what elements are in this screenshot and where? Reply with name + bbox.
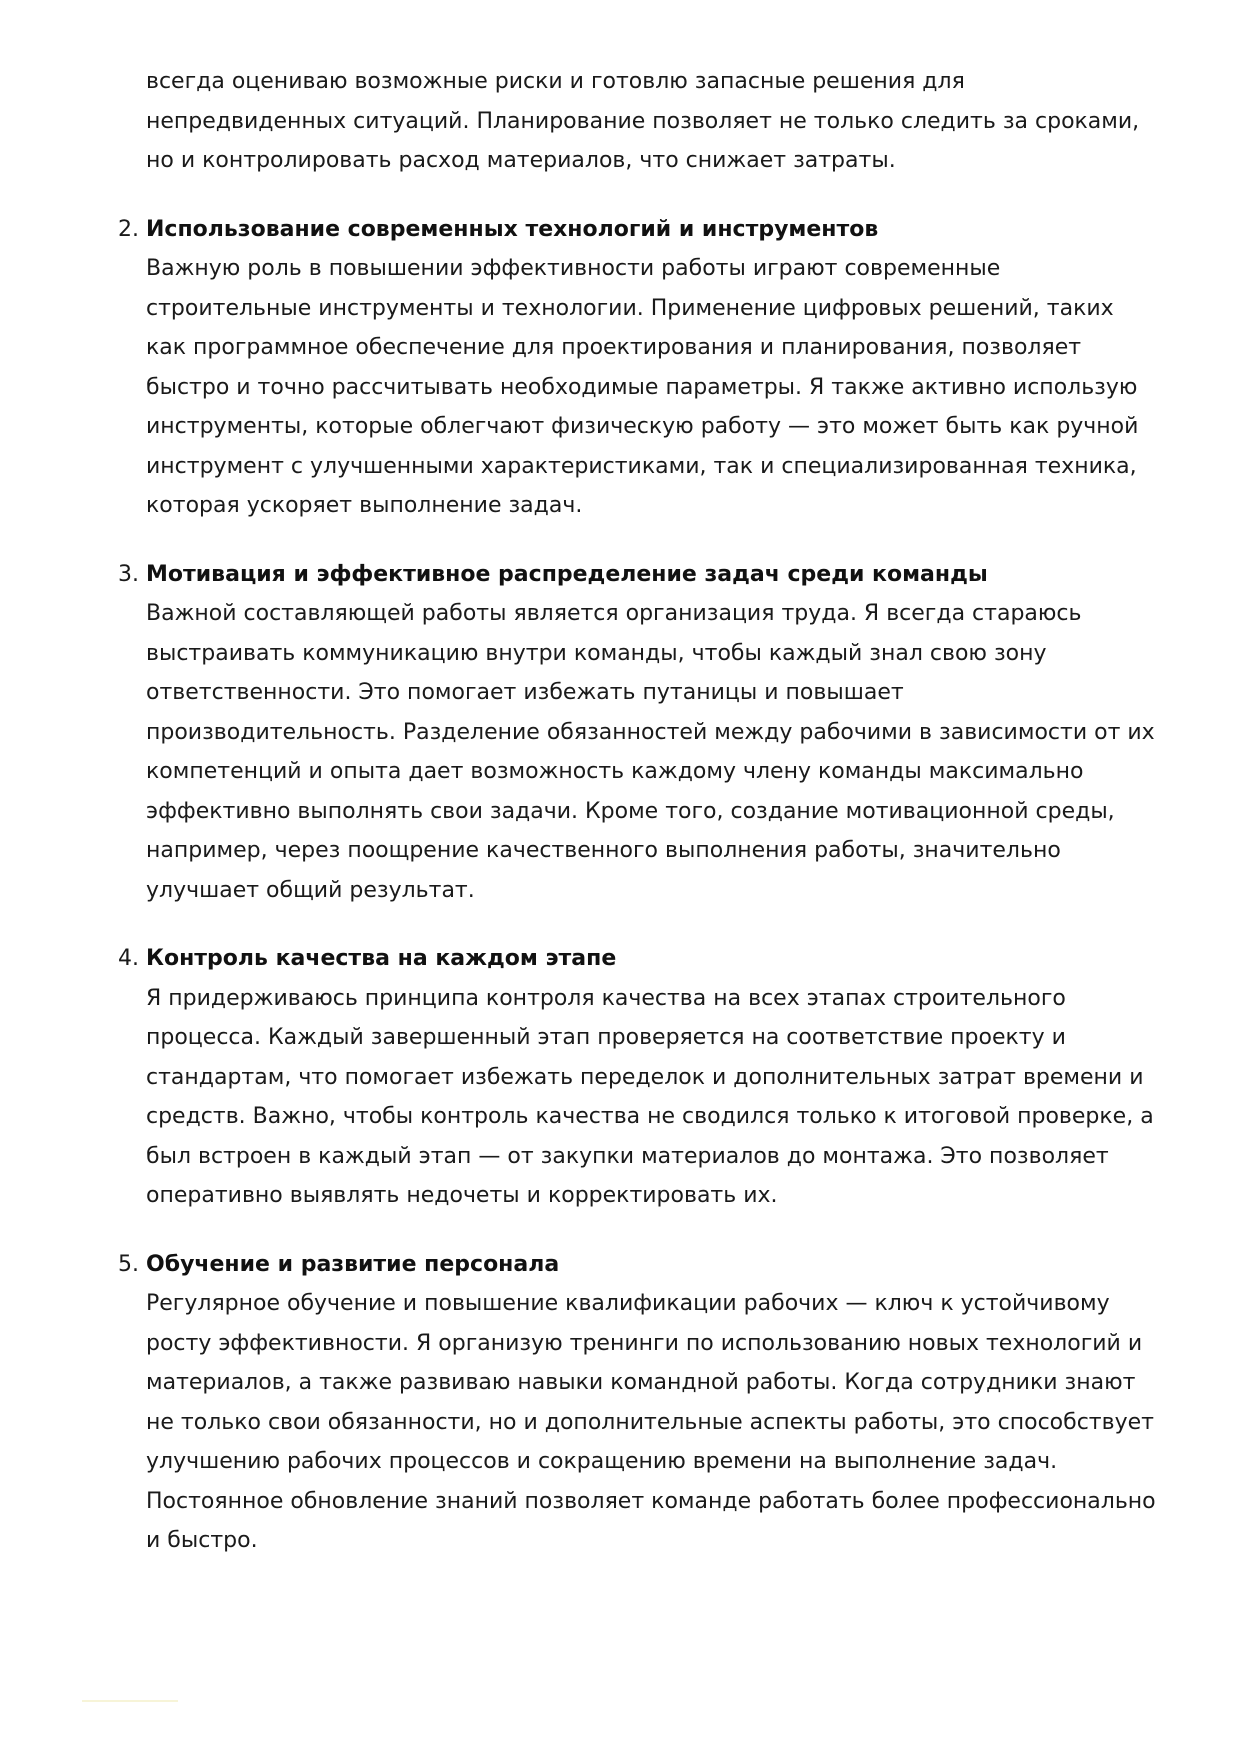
item-number: 2. (118, 216, 139, 242)
item-title: Использование современных технологий и инструментов (146, 216, 879, 242)
item-title: Контроль качества на каждом этапе (146, 946, 617, 971)
item-body: Я придерживаюсь принципа контроля качества на всех этапах строительного процесса. Каждый завершенный этап проверяется на соответствие проекту и стандартам, что помогает избежать переделок и дополнительных затрат времени и средств. Важно, чтобы контроль качества не сводился только к итоговой проверке, а был встроен в каждый этап — от закупки материалов до монтажа. Это позволяет оперативно выявлять недочеты и корректировать их. (146, 985, 1154, 1208)
item-number: 4. (118, 946, 139, 971)
numbered-list (0, 210, 1239, 1561)
list-item (118, 939, 1156, 1216)
item-title: Мотивация и эффективное распределение задач среди команды (146, 561, 988, 587)
intro-continuation-paragraph: всегда оцениваю возможные риски и готовлю запасные решения для непредвиденных ситуаций. Планирование позволяет не только следить за сроками, но и контролировать расход материалов, что снижает затраты. (146, 69, 1140, 173)
item-body: Регулярное обучение и повышение квалификации рабочих — ключ к устойчивому росту эффективности. Я организую тренинги по использованию новых технологий и материалов, а также развиваю навыки командной работы. Когда сотрудники знают не только свои обязанности, но и дополнительные аспекты работы, это способствует улучшению рабочих процессов и сокращению времени на выполнение задач. Постоянное обновление знаний позволяет команде работать более профессионально и быстро. (146, 1291, 1156, 1553)
list-item (118, 555, 1156, 911)
item-body: Важную роль в повышении эффективности работы играют современные строительные инструменты и технологии. Применение цифровых решений, таких как программное обеспечение для проектирования и планирования, позволяет быстро и точно рассчитывать необходимые параметры. Я также активно использую инструменты, которые облегчают физическую работу — это может быть как ручной инструмент с улучшенными характеристиками, так и специализированная техника, которая ускоряет выполнение задач. (146, 256, 1139, 518)
item-number: 3. (118, 561, 139, 587)
item-title: Обучение и развитие персонала (146, 1251, 560, 1277)
item-body: Важной составляющей работы является организация труда. Я всегда стараюсь выстраивать коммуникацию внутри команды, чтобы каждый знал свою зону ответственности. Это помогает избежать путаницы и повышает производительность. Разделение обязанностей между рабочими в зависимости от их компетенций и опыта дает возможность каждому члену команды максимально эффективно выполнять свои задачи. Кроме того, создание мотивационной среды, например, через поощрение качественного выполнения работы, значительно улучшает общий результат. (146, 601, 1155, 903)
list-item (118, 1245, 1156, 1561)
page-corner-mark (82, 1700, 178, 1702)
list-item (118, 210, 1156, 526)
item-number: 5. (118, 1251, 139, 1277)
